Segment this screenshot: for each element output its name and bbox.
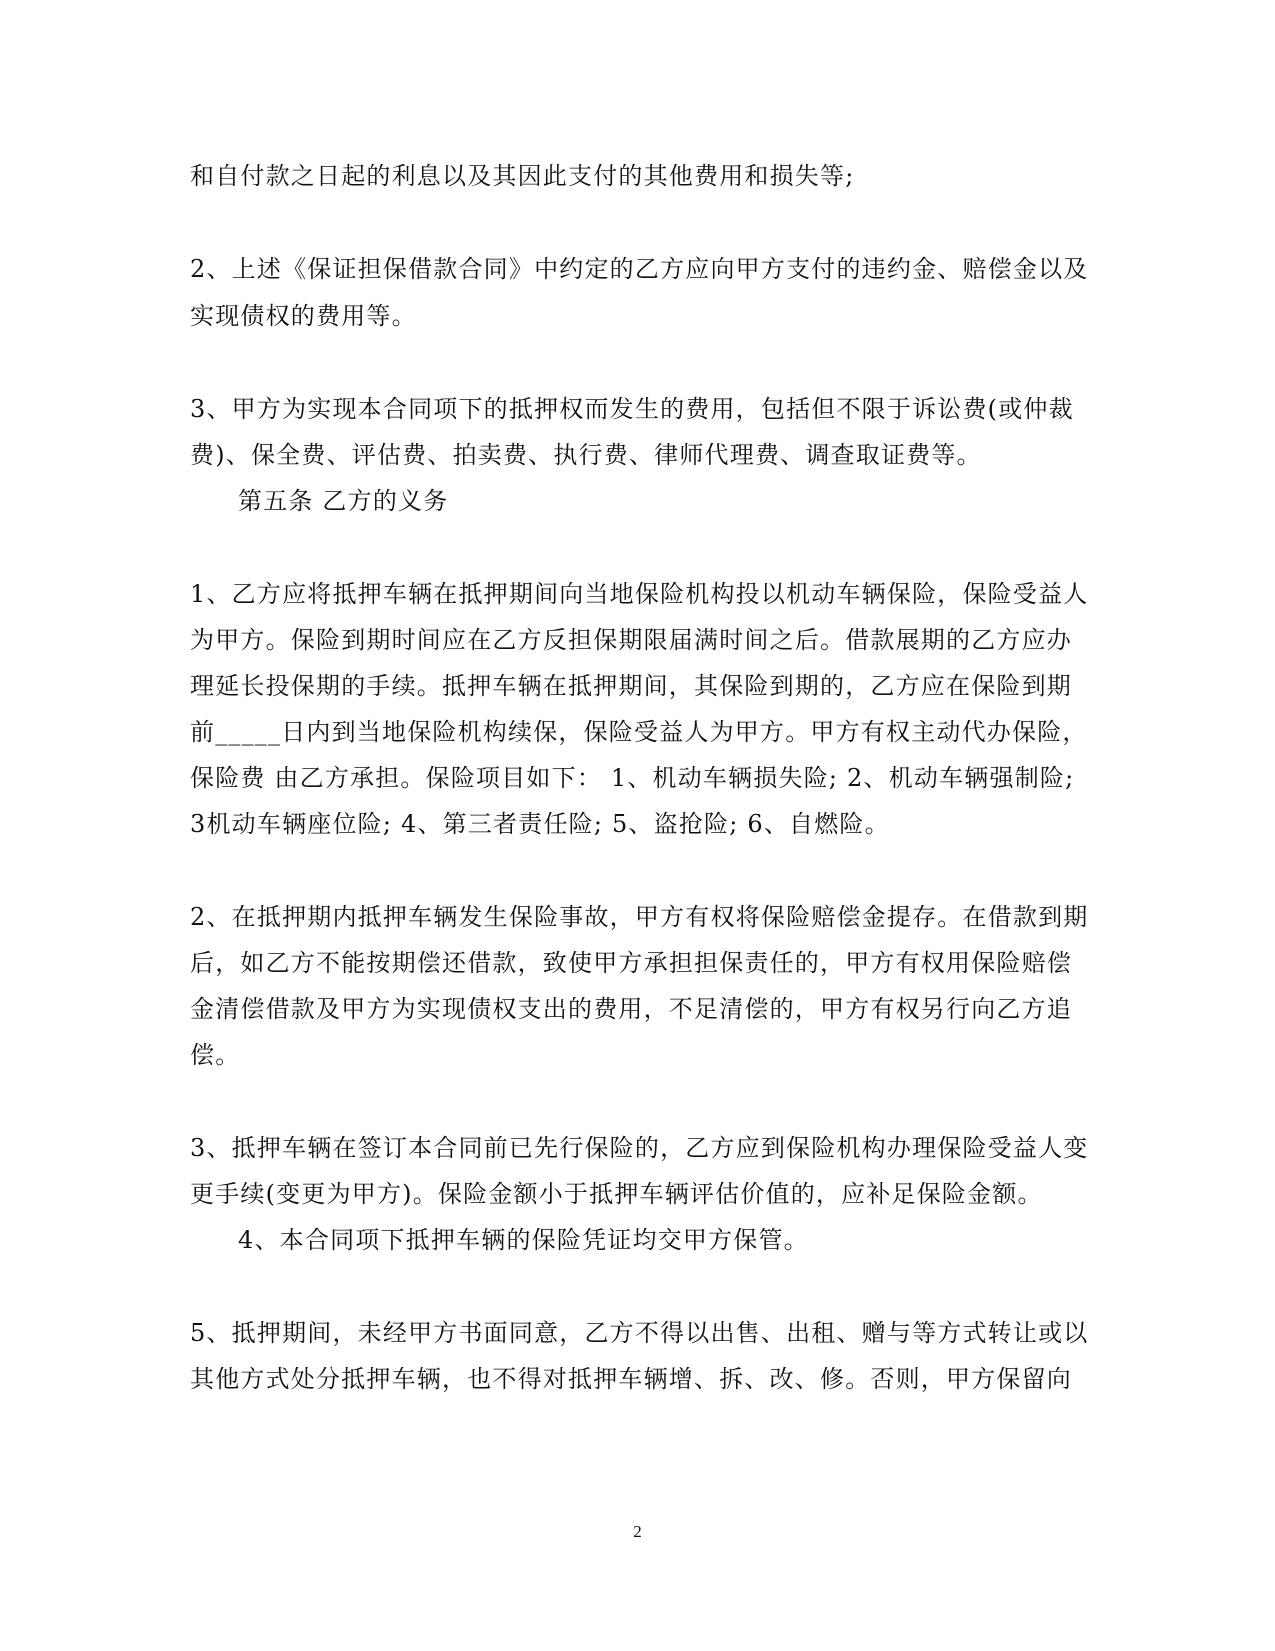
text-line: 实现债权的费用等。 bbox=[190, 302, 417, 330]
text-line: 4、本合同项下抵押车辆的保险凭证均交甲方保管。 bbox=[238, 1226, 809, 1254]
text-line: 更手续(变更为甲方)。保险金额小于抵押车辆评估价值的，应补足保险金额。 bbox=[190, 1180, 1043, 1208]
section-heading: 第五条 乙方的义务 bbox=[238, 487, 449, 515]
text-line: 3、抵押车辆在签订本合同前已先行保险的，乙方应到保险机构办理保险受益人变 bbox=[190, 1134, 1089, 1162]
text-line: 1、乙方应将抵押车辆在抵押期间向当地保险机构投以机动车辆保险，保险受益人 bbox=[190, 580, 1089, 608]
text-line: 前_____日内到当地保险机构续保，保险受益人为甲方。甲方有权主动代办保险， bbox=[190, 718, 1088, 746]
text-line: 费)、保全费、评估费、拍卖费、执行费、律师代理费、调查取证费等。 bbox=[190, 441, 982, 469]
text-line: 保险费 由乙方承担。保险项目如下： 1、机动车辆损失险; 2、机动车辆强制险; bbox=[190, 764, 1075, 792]
text-line: 其他方式处分抵押车辆，也不得对抵押车辆增、拆、改、修。否则，甲方保留向 bbox=[190, 1365, 1072, 1393]
text-line: 5、抵押期间，未经甲方书面同意，乙方不得以出售、出租、赠与等方式转让或以 bbox=[190, 1319, 1089, 1347]
text-line: 2、上述《保证担保借款合同》中约定的乙方应向甲方支付的违约金、赔偿金以及 bbox=[190, 255, 1089, 283]
text-line: 后，如乙方不能按期偿还借款，致使甲方承担担保责任的，甲方有权用保险赔偿 bbox=[190, 949, 1072, 977]
text-line: 为甲方。保险到期时间应在乙方反担保期限届满时间之后。借款展期的乙方应办 bbox=[190, 626, 1072, 654]
text-line: 理延长投保期的手续。抵押车辆在抵押期间，其保险到期的，乙方应在保险到期 bbox=[190, 672, 1072, 700]
text-line: 3机动车辆座位险; 4、第三者责任险; 5、盗抢险; 6、自燃险。 bbox=[190, 810, 890, 838]
page-number: 2 bbox=[633, 1522, 642, 1541]
text-line: 3、甲方为实现本合同项下的抵押权而发生的费用，包括但不限于诉讼费(或仲裁 bbox=[190, 395, 1074, 423]
text-line: 金清偿借款及甲方为实现债权支出的费用，不足清偿的，甲方有权另行向乙方追 bbox=[190, 995, 1072, 1023]
text-line: 和自付款之日起的利息以及其因此支付的其他费用和损失等; bbox=[190, 162, 855, 190]
text-line: 2、在抵押期内抵押车辆发生保险事故，甲方有权将保险赔偿金提存。在借款到期 bbox=[190, 903, 1089, 931]
text-line: 偿。 bbox=[190, 1041, 241, 1069]
